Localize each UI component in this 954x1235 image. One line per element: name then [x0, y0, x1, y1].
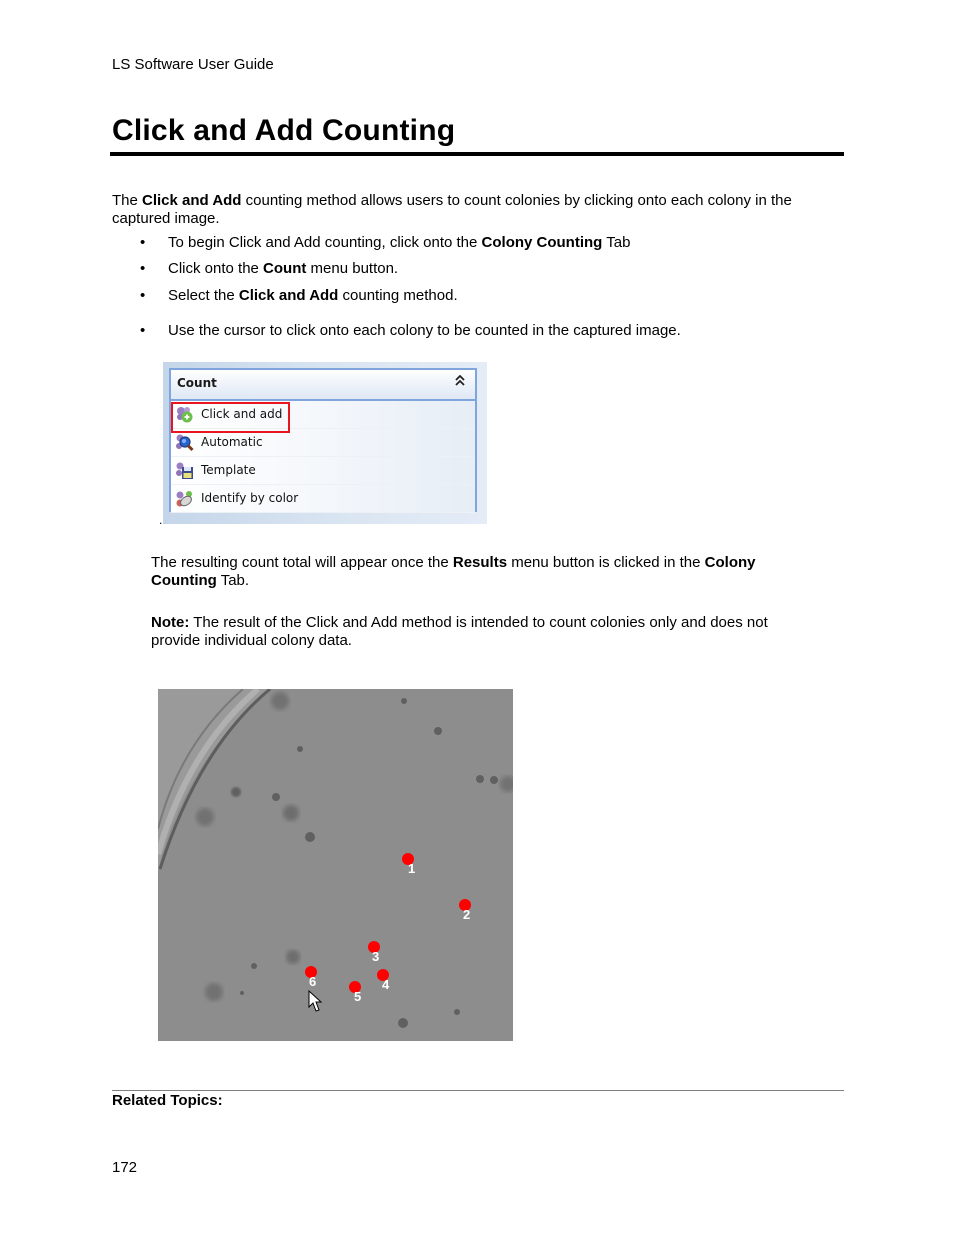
text: menu button is clicked in the [507, 554, 705, 571]
menu-item-template[interactable] [171, 457, 475, 485]
bullet-icon: • [140, 234, 146, 251]
related-topics-heading: Related Topics: [112, 1092, 223, 1109]
magnifier-icon [176, 434, 194, 452]
colony-plate-svg [158, 689, 513, 1041]
menu-item-label: Template [201, 463, 256, 477]
item-text: counting method. [338, 287, 458, 304]
menu-item-identify-by-color[interactable] [171, 485, 475, 513]
list-item [112, 322, 681, 340]
item-text: menu button. [306, 260, 399, 277]
steps-list [112, 234, 681, 340]
intro-bold: Click and Add [142, 192, 242, 209]
menu-item-click-and-add[interactable] [171, 401, 475, 429]
svg-text:5: 5 [354, 989, 362, 1004]
item-text: Select the [168, 287, 239, 304]
running-header: LS Software User Guide [112, 56, 274, 73]
svg-text:6: 6 [309, 974, 317, 989]
list-item [112, 234, 681, 252]
menu-item-label: Click and add [201, 407, 283, 421]
count-panel-screenshot [163, 362, 487, 524]
count-method-list [171, 401, 475, 512]
item-bold: Colony Counting [481, 234, 603, 251]
svg-text:2: 2 [463, 907, 471, 922]
page-title: Click and Add Counting [112, 114, 456, 147]
count-panel-header[interactable] [171, 370, 475, 401]
item-text: Click onto the [168, 260, 264, 277]
intro-paragraph [112, 192, 832, 228]
svg-text:3: 3 [372, 949, 380, 964]
item-text: Tab [602, 234, 631, 251]
related-topics-rule [112, 1090, 844, 1091]
menu-item-automatic[interactable] [171, 429, 475, 457]
results-paragraph [151, 554, 811, 590]
text: Tab. [216, 572, 250, 589]
text: The resulting count total will appear once the [151, 554, 453, 571]
color-identify-icon [176, 490, 194, 508]
list-item [112, 287, 681, 305]
item-bold: Click and Add [238, 287, 339, 304]
intro-text: The [112, 192, 143, 209]
page-number: 172 [112, 1159, 138, 1176]
note-text: The result of the Click and Add method is intended to count colonies only and does not provide individual colony data. [151, 614, 768, 649]
item-bold: Count [263, 260, 307, 277]
menu-item-label: Automatic [201, 435, 263, 449]
double-chevron-up-icon[interactable] [455, 375, 465, 388]
bold-text: Colony Counting [151, 554, 756, 589]
menu-item-label: Identify by color [201, 491, 299, 505]
colony-plate-image [158, 689, 513, 1041]
note-paragraph [151, 614, 811, 650]
note-label: Note: [151, 614, 190, 631]
template-save-icon [176, 462, 194, 480]
title-rule [110, 152, 844, 156]
list-item [112, 260, 681, 278]
bullet-icon: • [140, 287, 146, 304]
item-text: Use the cursor to click onto each colony to be counted in the captured image. [168, 322, 681, 339]
stray-dot: . [159, 513, 163, 527]
svg-text:4: 4 [382, 977, 390, 992]
item-text: To begin Click and Add counting, click onto the [168, 234, 482, 251]
bold-text: Results [452, 554, 508, 571]
count-panel [169, 368, 477, 512]
svg-text:1: 1 [408, 861, 416, 876]
count-panel-title: Count [177, 376, 217, 390]
bullet-icon: • [140, 322, 146, 339]
bullet-icon: • [140, 260, 146, 277]
intro-text: counting method allows users to count colonies by clicking onto each colony in the captured image. [112, 192, 792, 227]
